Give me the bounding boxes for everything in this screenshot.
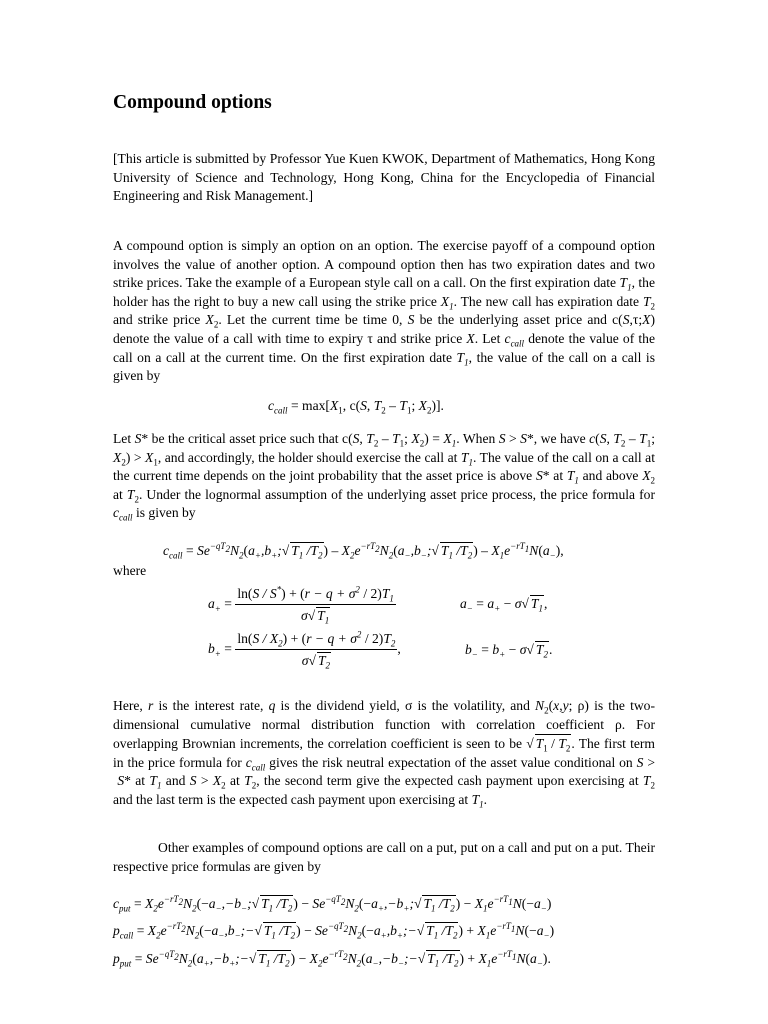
put-on-put-formula: $p_{put}$ = $Se^{-qT_2}N_2(a_+,-b_+;-√$ $T_1$ $/T_2$) − $X_2e^{-rT_2}N_2(a_-,-b_-;-√$ $T_1$ $/T_2) + X_1e^{-rT_1}N(a_-)$. — [113, 949, 551, 969]
call-on-call-formula: $c_{call}$ = $Se^{-qT_2}N_2(a_+,b_+;√$ $T_1$ $/T_2$) – $X_2e^{-rT_2}N_2(a_-,b_-;√$ $T_1$ $/T_2) - X_1e^{-rT_1}N(a_-)$, — [163, 541, 564, 561]
page-title: Compound options — [113, 92, 272, 113]
a-plus-definition: $a_+$ = $\frac{\ln(S / S^*) + (r - q + \sigma^2 / 2)T_1}{\sigma√ T_1}$ — [208, 584, 394, 626]
other-examples-paragraph: Other examples of compound options are call on a put, put on a call and put on a put. Their respective price formulas are given by — [113, 840, 655, 874]
call-on-put-formula: $c_{put}$ = $X_2e^{-rT_2}N_2(-a_-,-b_-;√$ $T_1$ $/T_2$) − $Se^{-qT_2}N_2(-a_+,-b_+;√$ $T_1$ $/T_2) - X_1e^{-rT_1}N(-a_-)$ — [113, 894, 552, 914]
a-minus-definition: $a_- = a_+ - \sigma√$ $T_1$, — [460, 596, 548, 614]
intro-paragraph: A compound option is simply an option on an option. The exercise payoff of a compound option involves the value of another option. A compound option then has two expiration dates and two strike prices. Take the example of a European style call on a call. On the first expiration date $T_1$, the holder has the right to buy a new call using the strike price $X_1$. The new call has expiration date $T_2$ and strike price $X_2$. Let the current time be time 0, S be the underlying asset price and c(S,τ;X) denote the value of a call with time to expiry τ and strike price X. Let $c_{call}$ denote the value of the call on a call at the current time. On the first expiration date $T_1$, the value of the call on a call is given by — [113, 238, 656, 384]
put-on-call-formula: $p_{call}$ = $X_2e^{-rT_2}N_2(-a_-,b_-;-√$ $T_1$ $/T_2$) − $Se^{-qT_2}N_2(-a_+,b_+;-√$ $T_1$ $/T_2) + X_1e^{-rT_1}N(-a_-)$ — [113, 921, 555, 941]
b-minus-definition: $b_- = b_+ - \sigma√$ $T_2$. — [465, 642, 553, 660]
where-label: where — [113, 563, 147, 578]
critical-price-paragraph: Let S* be the critical asset price such that c(S, $T_2 - T_1$; $X_2) = X_1$. When S > S*, we have c(S, $T_2 - T_1$; $X_2) > X_1$, and accordingly, the holder should exercise the call at $T_1$. The value of the call on a call at the current time depends on the joint probability that the asset price is above S* at $T_1$ and above $X_2$ at $T_2$. Under the lognormal assumption of the underlying asset price process, the price formula for $c_{call}$ is given by — [113, 431, 656, 524]
b-plus-definition: $b_+$ = $\frac{\ln(S / X_2) + (r - q + \sigma^2 / 2)T_2}{\sigma√ T_2}$ , — [208, 629, 401, 671]
attribution-paragraph: [This article is submitted by Professor Yue Kuen KWOK, Department of Mathematics, Hong Kong University of Science and Technology, Hong Kong, China for the Encyclopedia of Financial Engineering and Risk Management.] — [113, 151, 655, 204]
payoff-equation: $c_{call} = \max[X_1$, c(S, $T_2 - T_1$; $X_2$)]. — [268, 398, 444, 416]
parameters-paragraph: Here, r is the interest rate, q is the dividend yield, σ is the volatility, and $N_2(x,y$; ρ) is the two-dimensional cumulative normal distribution function with correlation coefficient ρ. For overlapping Brownian increments, the correlation coefficient is seen to be √ $T_1 / T_2$. The first term in the price formula for $c_{call}$ gives the risk neutral expectation of the asset value conditional on S > S* at $T_1$ and $S > X_2$ at $T_2$, the second term give the expected cash payment upon exercising at $T_2$ and the last term is the expected cash payment upon exercising at $T_1$. — [113, 698, 655, 810]
